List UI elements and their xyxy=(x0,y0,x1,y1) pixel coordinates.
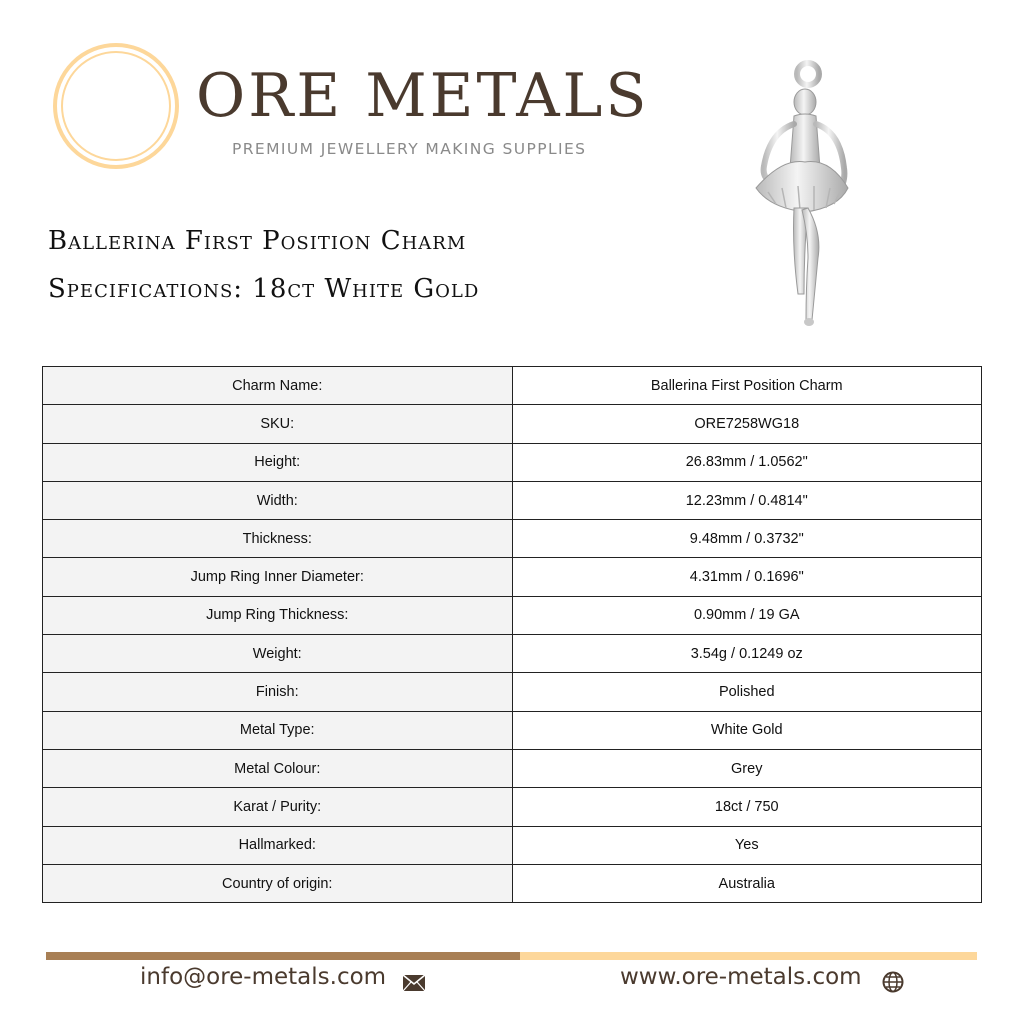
table-row xyxy=(43,711,982,749)
brand-tagline: PREMIUM JEWELLERY MAKING SUPPLIES xyxy=(232,140,587,158)
spec-value: 26.83mm / 1.0562" xyxy=(512,443,982,481)
spec-value: 18ct / 750 xyxy=(512,788,982,826)
spec-value: 9.48mm / 0.3732" xyxy=(512,520,982,558)
table-row xyxy=(43,558,982,596)
spec-label: SKU: xyxy=(43,405,513,443)
ballerina-charm-image xyxy=(742,58,852,330)
table-row xyxy=(43,367,982,405)
spec-value: 12.23mm / 0.4814" xyxy=(512,481,982,519)
table-row xyxy=(43,864,982,902)
specifications-table xyxy=(42,366,982,903)
spec-value: 4.31mm / 0.1696" xyxy=(512,558,982,596)
spec-label: Height: xyxy=(43,443,513,481)
spec-value: 0.90mm / 19 GA xyxy=(512,596,982,634)
table-row xyxy=(43,673,982,711)
specifications-heading: Specifications: 18ct White Gold xyxy=(48,274,480,304)
spec-label: Thickness: xyxy=(43,520,513,558)
table-row xyxy=(43,443,982,481)
spec-label: Finish: xyxy=(43,673,513,711)
spec-value: Australia xyxy=(512,864,982,902)
spec-label: Metal Type: xyxy=(43,711,513,749)
spec-label: Jump Ring Thickness: xyxy=(43,596,513,634)
spec-value: White Gold xyxy=(512,711,982,749)
spec-label: Karat / Purity: xyxy=(43,788,513,826)
spec-value: Polished xyxy=(512,673,982,711)
table-row xyxy=(43,826,982,864)
spec-value: Yes xyxy=(512,826,982,864)
product-title: Ballerina First Position Charm xyxy=(48,226,467,256)
spec-value: ORE7258WG18 xyxy=(512,405,982,443)
table-row xyxy=(43,788,982,826)
footer-website[interactable]: www.ore-metals.com xyxy=(620,964,862,990)
table-row xyxy=(43,596,982,634)
spec-value: Ballerina First Position Charm xyxy=(512,367,982,405)
table-row xyxy=(43,749,982,787)
globe-icon xyxy=(882,971,904,993)
spec-label: Weight: xyxy=(43,635,513,673)
table-row xyxy=(43,481,982,519)
table-row xyxy=(43,405,982,443)
spec-label: Hallmarked: xyxy=(43,826,513,864)
spec-label: Charm Name: xyxy=(43,367,513,405)
footer-bar-light xyxy=(520,952,977,960)
spec-label: Jump Ring Inner Diameter: xyxy=(43,558,513,596)
spec-label: Country of origin: xyxy=(43,864,513,902)
spec-label: Metal Colour: xyxy=(43,749,513,787)
spec-label: Width: xyxy=(43,481,513,519)
footer-email[interactable]: info@ore-metals.com xyxy=(140,964,387,990)
table-row xyxy=(43,520,982,558)
envelope-icon xyxy=(402,974,426,992)
spec-value: Grey xyxy=(512,749,982,787)
spec-value: 3.54g / 0.1249 oz xyxy=(512,635,982,673)
footer-bar-dark xyxy=(46,952,520,960)
table-row xyxy=(43,635,982,673)
brand-name: ORE METALS xyxy=(196,61,650,131)
logo-ring xyxy=(52,42,180,170)
